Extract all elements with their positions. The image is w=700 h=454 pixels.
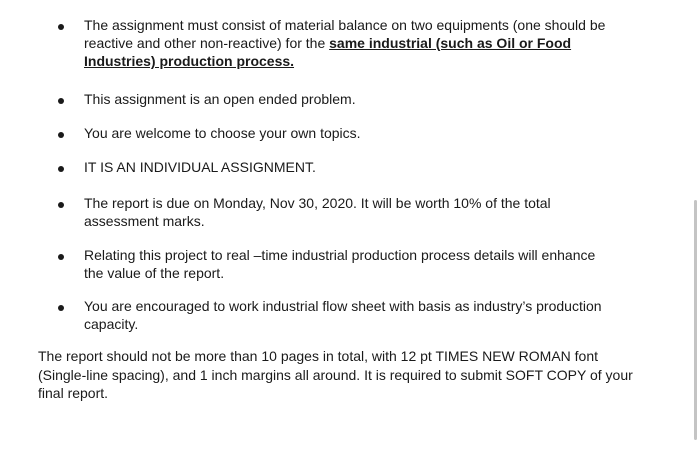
bullet-dot: [58, 305, 64, 311]
scrollbar-thumb[interactable]: [694, 200, 697, 440]
bullet-dot: [58, 254, 64, 260]
bullet-text-plain: The assignment must consist of material balance on two equipments (one should be reactive and other non-reactive) for the: [84, 17, 606, 51]
bullet-text: Relating this project to real –time industrial production process details will enhance the value of the report.: [84, 247, 596, 281]
bullet-dot: [58, 202, 64, 208]
bullet-text: You are encouraged to work industrial flow sheet with basis as industry’s production capacity.: [84, 298, 602, 332]
bullet-text: You are welcome to choose your own topics.: [84, 125, 361, 141]
bullet-text: This assignment is an open ended problem.: [84, 91, 356, 107]
bullet-dot: [58, 132, 64, 138]
bullet-text: IT IS AN INDIVIDUAL ASSIGNMENT.: [84, 159, 316, 175]
bullet-text: [84, 16, 614, 70]
bullet-dot: [58, 166, 64, 172]
bullet-text-emphasis: same industrial (such as Oil or Food Industries) production process.: [84, 35, 572, 69]
bullet-dot: [58, 98, 64, 104]
scrollbar-track[interactable]: [692, 0, 700, 454]
bullet-text: The report is due on Monday, Nov 30, 2020. It will be worth 10% of the total assessment marks.: [84, 195, 551, 229]
bullet-dot: [58, 24, 64, 30]
closing-paragraph: The report should not be more than 10 pages in total, with 12 pt TIMES NEW ROMAN font (Single-line spacing), and 1 inch margins all around. It is required to submit SOFT COPY of your final report.: [38, 348, 633, 401]
